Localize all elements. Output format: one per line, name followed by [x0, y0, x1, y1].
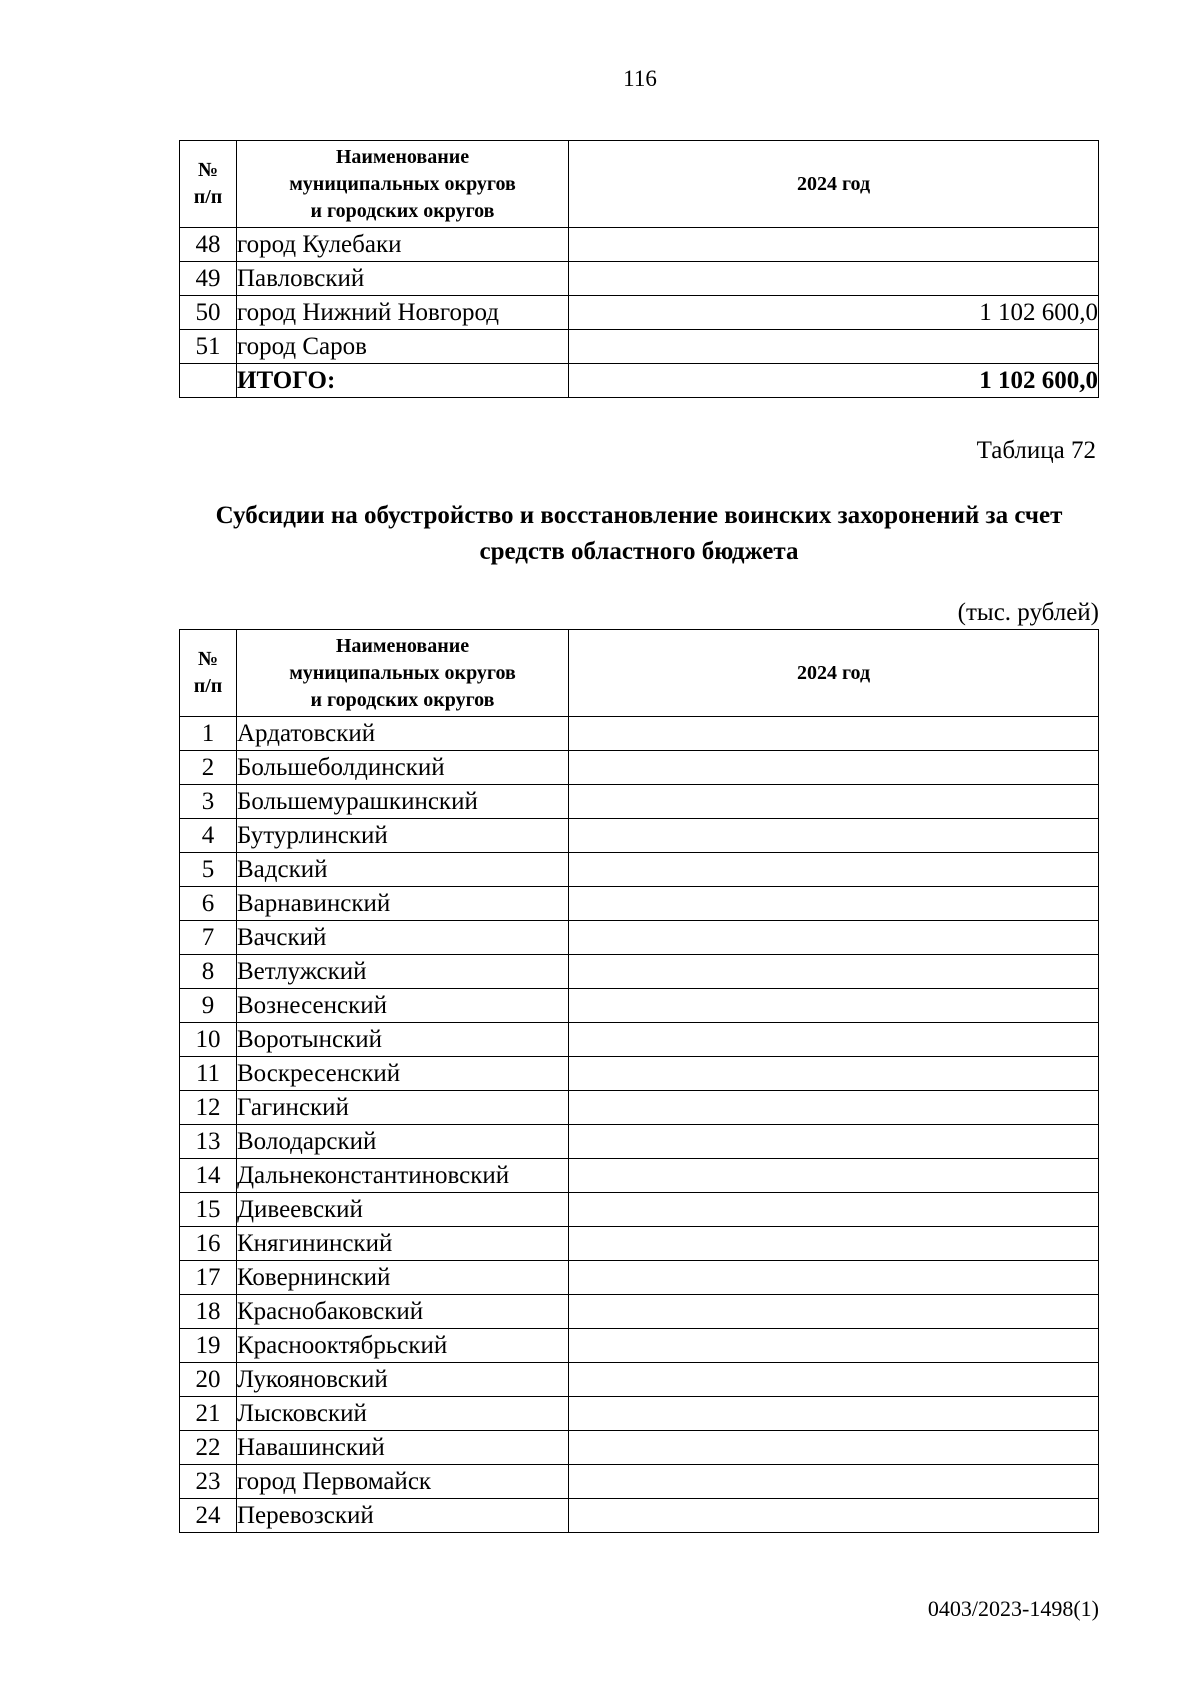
municipality-name: город Первомайск [237, 1465, 569, 1499]
table-row [180, 887, 1099, 921]
table-header-row [180, 630, 1099, 717]
page-number: 116 [623, 66, 657, 91]
table-row [180, 1023, 1099, 1057]
header-num: № п/п [180, 630, 237, 717]
row-number: 17 [180, 1261, 237, 1295]
table-row [180, 1397, 1099, 1431]
table-row [180, 1057, 1099, 1091]
amount-cell [569, 1193, 1099, 1227]
row-number: 13 [180, 1125, 237, 1159]
total-value: 1 102 600,0 [569, 364, 1099, 398]
municipality-name: Перевозский [237, 1499, 569, 1533]
row-number: 22 [180, 1431, 237, 1465]
units-note: (тыс. рублей) [957, 599, 1099, 626]
municipality-name: город Нижний Новгород [237, 296, 569, 330]
table-row [180, 955, 1099, 989]
amount-cell [569, 1227, 1099, 1261]
row-number: 21 [180, 1397, 237, 1431]
allocation-table-continued [179, 140, 1099, 398]
amount-cell [569, 1261, 1099, 1295]
municipality-name: Вадский [237, 853, 569, 887]
row-number: 20 [180, 1363, 237, 1397]
amount-cell [569, 262, 1099, 296]
amount-cell: 1 102 600,0 [569, 296, 1099, 330]
table-row [180, 228, 1099, 262]
municipality-name: Дивеевский [237, 1193, 569, 1227]
amount-cell [569, 228, 1099, 262]
table-row [180, 330, 1099, 364]
amount-cell [569, 1057, 1099, 1091]
table-row [180, 921, 1099, 955]
row-number: 8 [180, 955, 237, 989]
row-number: 48 [180, 228, 237, 262]
row-number: 10 [180, 1023, 237, 1057]
municipality-name: Павловский [237, 262, 569, 296]
row-number: 2 [180, 751, 237, 785]
amount-cell [569, 1091, 1099, 1125]
municipality-name: Бутурлинский [237, 819, 569, 853]
total-row [180, 364, 1099, 398]
subsidy-table [179, 629, 1099, 1533]
row-number: 18 [180, 1295, 237, 1329]
header-num: № п/п [180, 141, 237, 228]
table-row [180, 751, 1099, 785]
total-num-cell [180, 364, 237, 398]
row-number: 5 [180, 853, 237, 887]
municipality-name: Гагинский [237, 1091, 569, 1125]
row-number: 1 [180, 717, 237, 751]
amount-cell [569, 1465, 1099, 1499]
amount-cell [569, 717, 1099, 751]
table-row [180, 819, 1099, 853]
row-number: 11 [180, 1057, 237, 1091]
row-number: 4 [180, 819, 237, 853]
row-number: 23 [180, 1465, 237, 1499]
table-row [180, 1329, 1099, 1363]
table-row [180, 717, 1099, 751]
amount-cell [569, 955, 1099, 989]
table-row [180, 1261, 1099, 1295]
municipality-name: Большеболдинский [237, 751, 569, 785]
table-row [180, 1363, 1099, 1397]
municipality-name: Краснооктябрьский [237, 1329, 569, 1363]
amount-cell [569, 1329, 1099, 1363]
table-row [180, 1295, 1099, 1329]
amount-cell [569, 751, 1099, 785]
row-number: 14 [180, 1159, 237, 1193]
municipality-name: Лысковский [237, 1397, 569, 1431]
municipality-name: Княгининский [237, 1227, 569, 1261]
table-row [180, 1091, 1099, 1125]
table-row [180, 262, 1099, 296]
table-row [180, 1193, 1099, 1227]
total-label: ИТОГО: [237, 364, 569, 398]
table-row [180, 1499, 1099, 1533]
row-number: 24 [180, 1499, 237, 1533]
municipality-name: Варнавинский [237, 887, 569, 921]
row-number: 50 [180, 296, 237, 330]
municipality-name: Ковернинский [237, 1261, 569, 1295]
amount-cell [569, 887, 1099, 921]
municipality-name: Краснобаковский [237, 1295, 569, 1329]
table-row [180, 989, 1099, 1023]
municipality-name: Вознесенский [237, 989, 569, 1023]
table-row [180, 1159, 1099, 1193]
header-year: 2024 год [569, 141, 1099, 228]
amount-cell [569, 1159, 1099, 1193]
row-number: 49 [180, 262, 237, 296]
municipality-name: Володарский [237, 1125, 569, 1159]
amount-cell [569, 819, 1099, 853]
table-row [180, 1125, 1099, 1159]
row-number: 16 [180, 1227, 237, 1261]
row-number: 19 [180, 1329, 237, 1363]
header-year: 2024 год [569, 630, 1099, 717]
row-number: 51 [180, 330, 237, 364]
row-number: 3 [180, 785, 237, 819]
row-number: 15 [180, 1193, 237, 1227]
municipality-name: Ветлужский [237, 955, 569, 989]
row-number: 9 [180, 989, 237, 1023]
amount-cell [569, 853, 1099, 887]
row-number: 12 [180, 1091, 237, 1125]
row-number: 7 [180, 921, 237, 955]
table-row [180, 1465, 1099, 1499]
amount-cell [569, 989, 1099, 1023]
municipality-name: Ардатовский [237, 717, 569, 751]
amount-cell [569, 1023, 1099, 1057]
municipality-name: Воскресенский [237, 1057, 569, 1091]
table-caption: Субсидии на обустройство и восстановление воинских захоронений за счет средств областного бюджета [215, 502, 1063, 565]
amount-cell [569, 1295, 1099, 1329]
amount-cell [569, 1397, 1099, 1431]
municipality-name: Большемурашкинский [237, 785, 569, 819]
amount-cell [569, 330, 1099, 364]
amount-cell [569, 1431, 1099, 1465]
table-row [180, 853, 1099, 887]
document-code: 0403/2023-1498(1) [927, 1596, 1099, 1621]
header-name: Наименование муниципальных округов и городских округов [237, 630, 569, 717]
table-row [180, 1227, 1099, 1261]
amount-cell [569, 1125, 1099, 1159]
table-row [180, 785, 1099, 819]
amount-cell [569, 1499, 1099, 1533]
table-header-row [180, 141, 1099, 228]
municipality-name: Навашинский [237, 1431, 569, 1465]
amount-cell [569, 1363, 1099, 1397]
municipality-name: Вачский [237, 921, 569, 955]
table-label: Таблица 72 [976, 437, 1096, 464]
municipality-name: город Кулебаки [237, 228, 569, 262]
municipality-name: город Саров [237, 330, 569, 364]
municipality-name: Воротынский [237, 1023, 569, 1057]
table-row [180, 296, 1099, 330]
row-number: 6 [180, 887, 237, 921]
municipality-name: Лукояновский [237, 1363, 569, 1397]
table-row [180, 1431, 1099, 1465]
amount-cell [569, 785, 1099, 819]
municipality-name: Дальнеконстантиновский [237, 1159, 569, 1193]
header-name: Наименование муниципальных округов и городских округов [237, 141, 569, 228]
amount-cell [569, 921, 1099, 955]
